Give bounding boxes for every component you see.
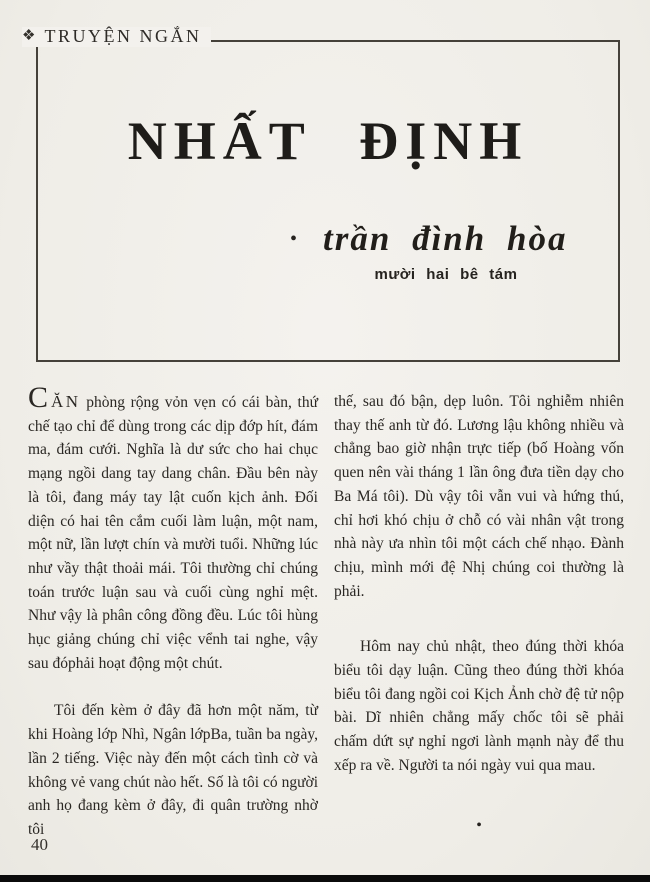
left-column	[28, 381, 318, 842]
author-line	[290, 220, 567, 259]
bullet-icon: •	[290, 228, 298, 251]
initial-cap: C	[28, 381, 52, 414]
lead-caps: ĂN	[51, 392, 81, 411]
author-subtitle: mười hai bê tám	[374, 266, 518, 283]
story-title: NHẤT ĐỊNH	[127, 111, 529, 171]
paragraph: Tôi đến kèm ở đây đã hơn một năm, từ khi Hoàng lớp Nhì, Ngân lớpBa, tuần ba ngày, lần 2 tiếng. Việc này đến một cách tình cờ và không vẻ vang chút nào hết. Số là tôi có người anh họ đang kèm ở đây, đi quân trường nhờ tôi	[28, 702, 318, 838]
section-label: TRUYỆN NGẮN	[44, 26, 202, 46]
end-bullet-icon: •	[476, 816, 482, 834]
right-column	[334, 390, 624, 842]
paragraph: Hôm nay chủ nhật, theo đúng thời khóa biểu tôi dạy luận. Cũng theo đúng thời khóa biểu tôi đang ngồi coi Kịch Ảnh chờ đệ tử nộp bài. Dĩ nhiên chẳng mấy chốc tôi sẽ phải chấm dứt sự nghỉ ngơi lành mạnh này để thu xếp ra về. Người ta nói ngày vui qua mau.	[334, 638, 624, 774]
author-name: trần đình hòa	[323, 219, 568, 258]
section-header	[22, 27, 211, 47]
title-box	[36, 40, 620, 362]
fleur-ornament-icon: ❖	[22, 27, 36, 44]
scan-edge-bar	[0, 875, 650, 882]
body-text	[28, 381, 624, 842]
paragraph-text: phòng rộng vỏn vẹn có cái bàn, thứ chế tạo chỉ để dùng trong các dịp đớp hít, đám ma, đám cưới. Nghĩa là dư sức cho hai chục mạng ngồi dang tay dang chân. Đầu bên này là tôi, đang máy tay lật cuốn kịch ảnh. Đối diện có hai tên cắm cuối làm luận, một nam, một nữ, lần lượt chín và mười tuổi. Những lúc như vầy thật thoải mái. Tôi thường chỉ chúng toán trước luận sau và cuối cùng nghỉ mệt. Như vậy là phân công đồng đều. Lúc tôi hùng hục giảng chúng chỉ việc vểnh tai nghe, vậy sau đóphải hoạt động một chút.	[28, 394, 318, 672]
page-number: 40	[31, 835, 48, 854]
paragraph: thế, sau đó bận, dẹp luôn. Tôi nghiễm nhiên thay thế anh từ đó. Lương lậu không nhiều và chẳng bao giờ nhận trực tiếp (bố Hoàng vốn quen nên vài tháng 1 lần ông đưa tiền dạy cho Ba Má tôi). Dù vậy tôi vẫn vui và hứng thú, chỉ hơi khó chịu ở chỗ có vài nhân vật trong nhà này ưa nhìn tôi một cách chế nhạo. Đành chịu, mình mới đệ Nhị chúng coi thường là phải.	[334, 393, 624, 600]
paragraph	[28, 381, 318, 675]
